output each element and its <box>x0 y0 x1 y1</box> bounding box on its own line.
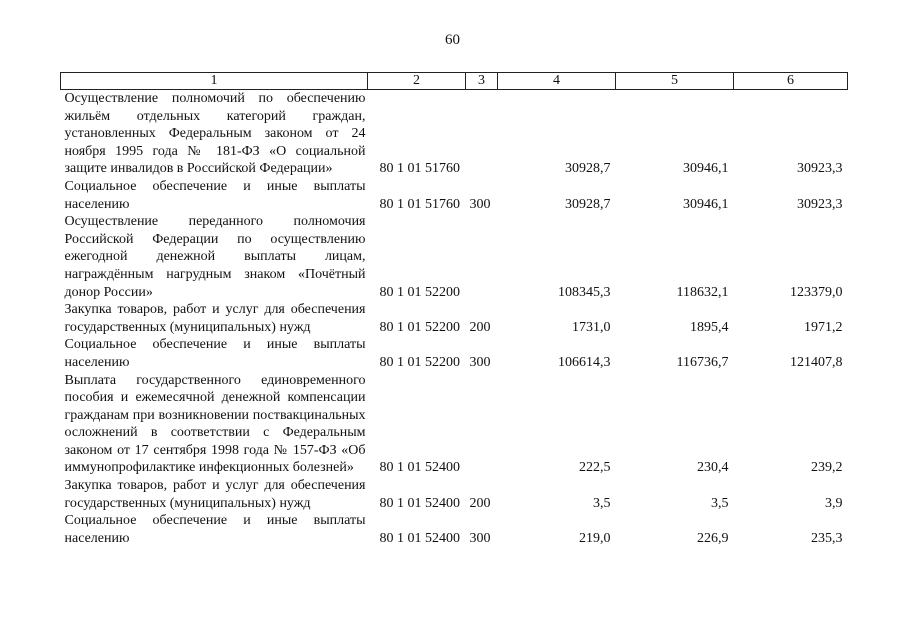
row-value-5: 3,5 <box>711 495 729 511</box>
row-name: Социальное обеспечение и иные выплаты населению <box>64 513 366 546</box>
row-name: Социальное обеспечение и иные выплаты населению <box>64 178 366 212</box>
row-name: Закупка товаров, работ и услуг для обеспечения государственных (муниципальных) нужд <box>64 478 366 511</box>
row-value-6: 235,3 <box>811 530 843 546</box>
table-row <box>61 178 848 213</box>
row-code: 80 1 01 52400 <box>379 495 460 511</box>
table-row <box>61 336 848 371</box>
row-value-4: 3,5 <box>593 495 611 511</box>
row-value-6: 1971,2 <box>804 319 843 335</box>
row-value-4: 30928,7 <box>565 161 611 177</box>
page-number: 60 <box>445 32 460 48</box>
row-value-6: 3,9 <box>825 495 843 511</box>
row-value-5: 30946,1 <box>683 161 729 177</box>
row-code: 80 1 01 52200 <box>379 284 460 300</box>
row-value-4: 106614,3 <box>558 354 611 370</box>
row-code: 80 1 01 52400 <box>379 460 460 476</box>
row-value-6: 30923,3 <box>797 196 843 212</box>
row-name: Осуществление полномочий по обеспечению жильём отдельных категорий граждан, установленных Федеральным законом от 24 ноября 1995 года № 181-ФЗ «О социальной защите инвалидов в Российской Федерации» <box>64 91 366 177</box>
row-expense-type: 200 <box>469 495 491 511</box>
row-value-6: 30923,3 <box>797 161 843 177</box>
row-value-4: 1731,0 <box>572 319 611 335</box>
row-value-5: 1895,4 <box>690 319 729 335</box>
row-code: 80 1 01 52200 <box>379 354 460 370</box>
budget-table <box>60 72 848 547</box>
table-row <box>61 301 848 336</box>
table-row <box>61 90 848 178</box>
column-header-6: 6 <box>734 73 848 90</box>
row-value-4: 222,5 <box>579 460 611 476</box>
row-value-6: 123379,0 <box>790 284 843 300</box>
column-header-3: 3 <box>466 73 498 90</box>
row-expense-type <box>466 213 498 301</box>
table-row <box>61 512 848 547</box>
row-code: 80 1 01 51760 <box>379 196 460 212</box>
row-value-4: 219,0 <box>579 530 611 546</box>
column-header-4: 4 <box>498 73 616 90</box>
row-name: Выплата государственного единовременного пособия и ежемесячной денежной компенсации гражданам при возникновении поствакцинальных осложнений в соответствии с Федеральным законом от 17 сентября 1998 года № 157-ФЗ «Об иммунопрофилактике инфекционных болезней» <box>64 372 366 476</box>
column-header-2: 2 <box>368 73 466 90</box>
row-value-5: 118632,1 <box>676 284 729 300</box>
row-name: Осуществление переданного полномочия Российской Федерации по осуществлению ежегодной денежной выплаты лицам, награждённым нагрудным знаком «Почётный донор России» <box>64 214 366 300</box>
row-value-6: 121407,8 <box>790 354 843 370</box>
row-expense-type: 300 <box>469 530 491 546</box>
row-expense-type <box>466 372 498 478</box>
row-value-5: 226,9 <box>697 530 729 546</box>
header-row <box>61 73 848 90</box>
row-value-4: 30928,7 <box>565 196 611 212</box>
row-name: Социальное обеспечение и иные выплаты населению <box>64 337 366 370</box>
table-row <box>61 213 848 301</box>
row-name: Закупка товаров, работ и услуг для обеспечения государственных (муниципальных) нужд <box>64 302 366 335</box>
row-value-4: 108345,3 <box>558 284 611 300</box>
column-header-1: 1 <box>61 73 368 90</box>
row-value-6: 239,2 <box>811 460 843 476</box>
column-header-5: 5 <box>616 73 734 90</box>
table-body <box>61 90 848 548</box>
row-expense-type: 200 <box>469 319 491 335</box>
row-code: 80 1 01 52400 <box>379 530 460 546</box>
row-value-5: 116736,7 <box>676 354 729 370</box>
row-value-5: 30946,1 <box>683 196 729 212</box>
row-expense-type: 300 <box>469 354 491 370</box>
row-expense-type <box>466 90 498 178</box>
row-code: 80 1 01 51760 <box>379 161 460 177</box>
row-expense-type: 300 <box>469 196 491 212</box>
row-value-5: 230,4 <box>697 460 729 476</box>
table-row <box>61 477 848 512</box>
row-code: 80 1 01 52200 <box>379 319 460 335</box>
table-row <box>61 372 848 478</box>
